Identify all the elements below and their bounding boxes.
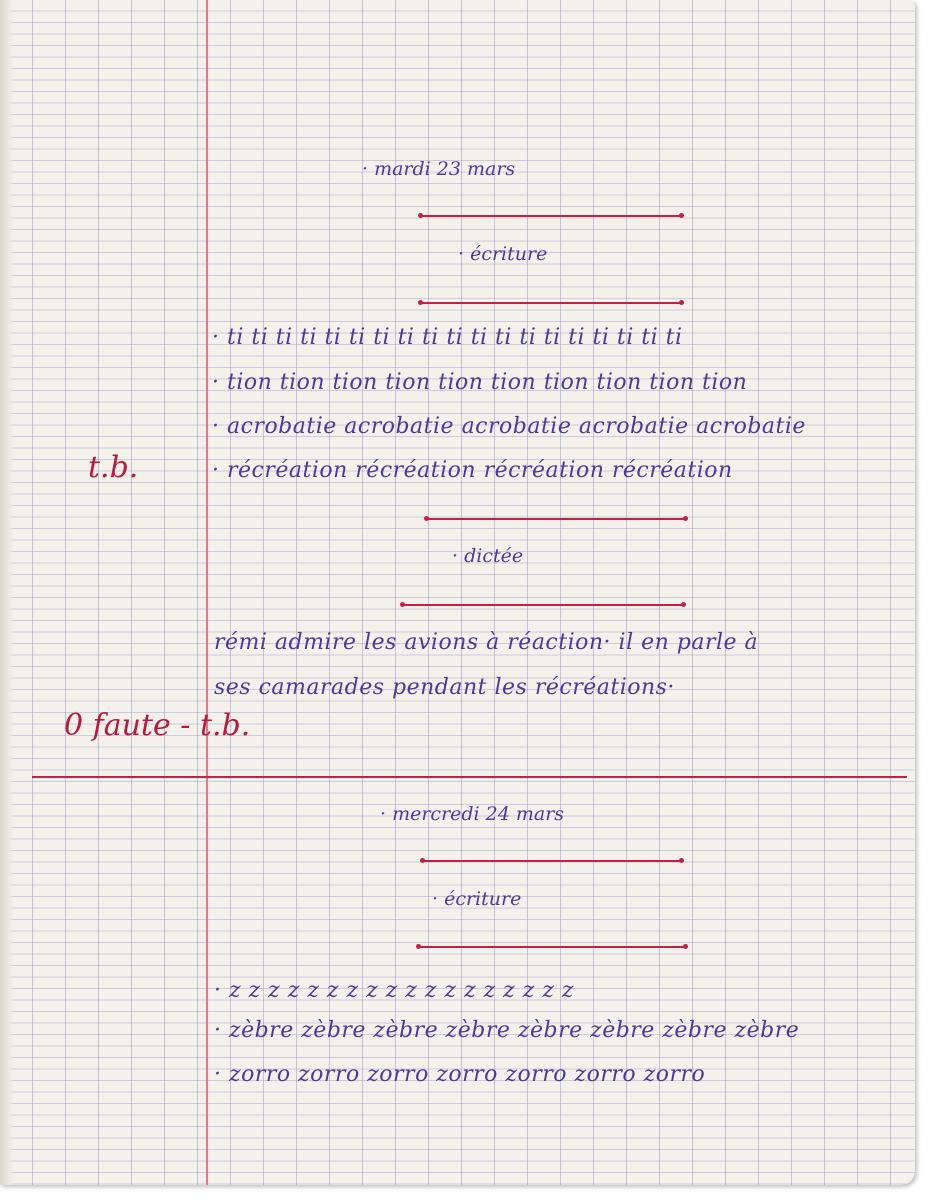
date-heading: · mardi 23 mars	[362, 158, 516, 180]
red-underline	[422, 860, 682, 862]
day-divider	[32, 776, 907, 778]
dictation-line: rémi admire les avions à réaction· il en parle à	[214, 630, 759, 655]
writing-line: · tion tion tion tion tion tion tion tion tion tion	[212, 370, 748, 395]
writing-line: · acrobatie acrobatie acrobatie acrobatie acrobatie	[212, 414, 806, 439]
writing-line: · zèbre zèbre zèbre zèbre zèbre zèbre zèbre zèbre	[214, 1018, 800, 1043]
red-underline	[418, 946, 686, 948]
red-underline	[426, 518, 686, 520]
writing-line: · ti ti ti ti ti ti ti ti ti ti ti ti ti ti ti ti ti ti ti	[212, 325, 683, 350]
red-underline	[420, 302, 682, 304]
red-underline	[420, 215, 682, 217]
margin-line	[206, 0, 208, 1185]
notebook-spine	[0, 0, 14, 1185]
teacher-grade: 0 faute - t.b.	[64, 708, 251, 743]
teacher-grade: t.b.	[88, 450, 139, 485]
red-underline	[402, 604, 684, 606]
dictation-line: ses camarades pendant les récréations·	[214, 675, 675, 700]
section-title: · écriture	[458, 243, 548, 265]
date-heading: · mercredi 24 mars	[380, 803, 565, 825]
writing-line: · z z z z z z z z z z z z z z z z z z	[214, 978, 575, 1003]
writing-line: · récréation récréation récréation récréation	[212, 458, 733, 483]
writing-line: · zorro zorro zorro zorro zorro zorro zorro	[214, 1062, 706, 1087]
section-title: · écriture	[432, 888, 522, 910]
section-title: · dictée	[452, 545, 524, 567]
